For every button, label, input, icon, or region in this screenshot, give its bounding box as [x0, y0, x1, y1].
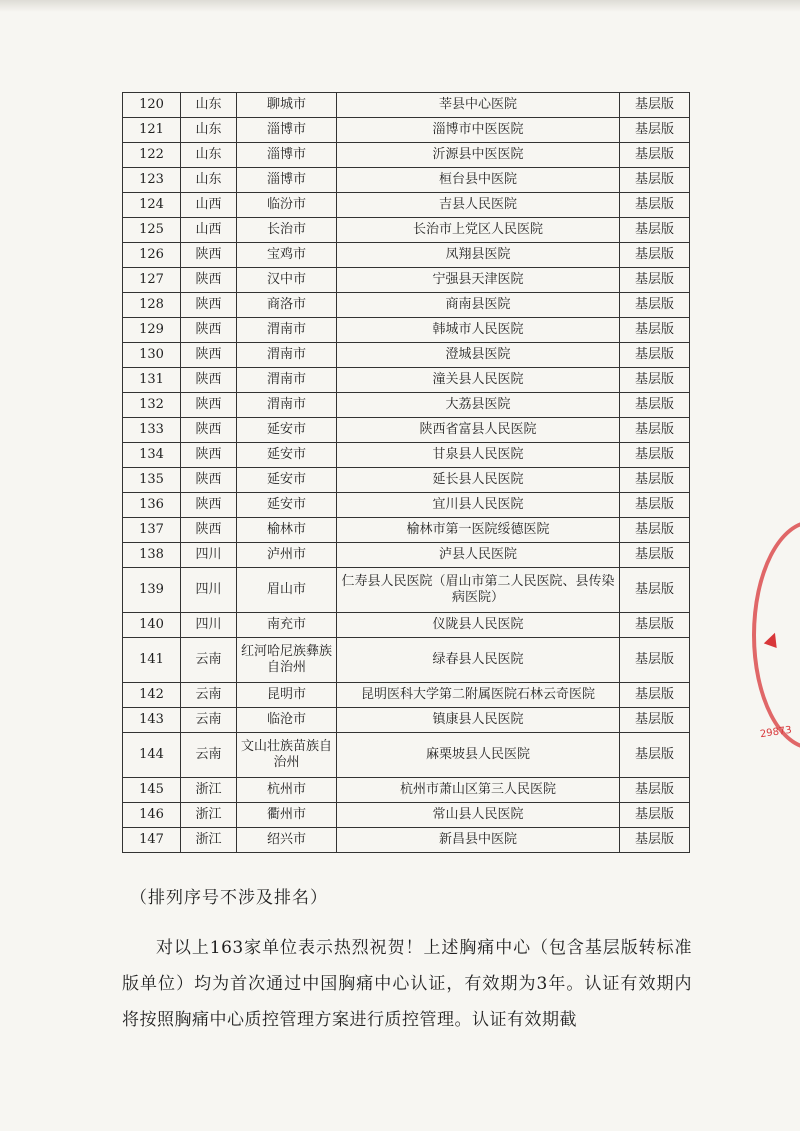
cell-version: 基层版: [620, 118, 690, 143]
cell-version: 基层版: [620, 268, 690, 293]
cell-province: 陕西: [181, 393, 237, 418]
cell-version: 基层版: [620, 683, 690, 708]
cell-version: 基层版: [620, 293, 690, 318]
cell-province: 山东: [181, 143, 237, 168]
cell-province: 陕西: [181, 493, 237, 518]
cell-city: 商洛市: [237, 293, 337, 318]
table-row: [123, 368, 690, 393]
cell-index: 137: [123, 518, 181, 543]
cell-index: 121: [123, 118, 181, 143]
cell-province: 陕西: [181, 343, 237, 368]
cell-province: 陕西: [181, 468, 237, 493]
cell-province: 陕西: [181, 443, 237, 468]
table-row: [123, 778, 690, 803]
cell-hospital: 泸县人民医院: [337, 543, 620, 568]
cell-hospital: 陕西省富县人民医院: [337, 418, 620, 443]
cell-hospital: 吉县人民医院: [337, 193, 620, 218]
cell-index: 124: [123, 193, 181, 218]
table-row: [123, 218, 690, 243]
cell-version: 基层版: [620, 393, 690, 418]
table-row: [123, 293, 690, 318]
cell-province: 浙江: [181, 778, 237, 803]
cell-hospital: 榆林市第一医院绥德医院: [337, 518, 620, 543]
cell-hospital: 韩城市人民医院: [337, 318, 620, 343]
cell-hospital: 镇康县人民医院: [337, 708, 620, 733]
cell-city: 榆林市: [237, 518, 337, 543]
cell-city: 文山壮族苗族自治州: [237, 733, 337, 778]
cell-version: 基层版: [620, 218, 690, 243]
cell-province: 云南: [181, 733, 237, 778]
cell-index: 146: [123, 803, 181, 828]
cell-province: 陕西: [181, 268, 237, 293]
cell-city: 临沧市: [237, 708, 337, 733]
cell-version: 基层版: [620, 708, 690, 733]
table-row: [123, 733, 690, 778]
table-row: [123, 268, 690, 293]
cell-province: 浙江: [181, 828, 237, 853]
cell-hospital: 仪陇县人民医院: [337, 613, 620, 638]
cell-city: 昆明市: [237, 683, 337, 708]
cell-index: 138: [123, 543, 181, 568]
cell-version: 基层版: [620, 193, 690, 218]
cell-province: 陕西: [181, 318, 237, 343]
cell-hospital: 桓台县中医院: [337, 168, 620, 193]
page-top-edge: [0, 0, 800, 12]
cell-index: 136: [123, 493, 181, 518]
cell-index: 122: [123, 143, 181, 168]
cell-city: 汉中市: [237, 268, 337, 293]
table-row: [123, 443, 690, 468]
cell-city: 延安市: [237, 443, 337, 468]
table-row: [123, 708, 690, 733]
cell-hospital: 仁寿县人民医院（眉山市第二人民医院、县传染病医院）: [337, 568, 620, 613]
cell-hospital: 昆明医科大学第二附属医院石林云奇医院: [337, 683, 620, 708]
cell-city: 临汾市: [237, 193, 337, 218]
cell-index: 147: [123, 828, 181, 853]
cell-version: 基层版: [620, 143, 690, 168]
cell-version: 基层版: [620, 318, 690, 343]
cell-index: 139: [123, 568, 181, 613]
cell-version: 基层版: [620, 168, 690, 193]
cell-index: 145: [123, 778, 181, 803]
cell-province: 山西: [181, 218, 237, 243]
cell-province: 山东: [181, 93, 237, 118]
ranking-note: （排列序号不涉及排名）: [130, 888, 328, 908]
cell-province: 云南: [181, 638, 237, 683]
table-body: [123, 93, 690, 853]
cell-city: 渭南市: [237, 368, 337, 393]
cell-index: 125: [123, 218, 181, 243]
table-row: [123, 518, 690, 543]
cell-city: 淄博市: [237, 118, 337, 143]
table-row: [123, 613, 690, 638]
table-row: [123, 418, 690, 443]
cell-version: 基层版: [620, 778, 690, 803]
cell-hospital: 麻栗坡县人民医院: [337, 733, 620, 778]
cell-version: 基层版: [620, 243, 690, 268]
table-row: [123, 168, 690, 193]
cell-hospital: 杭州市萧山区第三人民医院: [337, 778, 620, 803]
cell-index: 135: [123, 468, 181, 493]
cell-hospital: 莘县中心医院: [337, 93, 620, 118]
cell-index: 130: [123, 343, 181, 368]
cell-city: 渭南市: [237, 393, 337, 418]
cell-hospital: 商南县医院: [337, 293, 620, 318]
cell-province: 云南: [181, 708, 237, 733]
table-row: [123, 143, 690, 168]
seal-star-icon: ▲: [762, 626, 784, 651]
cell-index: 144: [123, 733, 181, 778]
cell-hospital: 淄博市中医医院: [337, 118, 620, 143]
cell-version: 基层版: [620, 613, 690, 638]
cell-city: 绍兴市: [237, 828, 337, 853]
cell-version: 基层版: [620, 93, 690, 118]
cell-version: 基层版: [620, 493, 690, 518]
table-row: [123, 243, 690, 268]
cell-hospital: 潼关县人民医院: [337, 368, 620, 393]
cell-province: 陕西: [181, 243, 237, 268]
table-row: [123, 638, 690, 683]
cell-city: 延安市: [237, 468, 337, 493]
cell-version: 基层版: [620, 418, 690, 443]
cell-city: 红河哈尼族彝族自治州: [237, 638, 337, 683]
cell-version: 基层版: [620, 518, 690, 543]
cell-version: 基层版: [620, 568, 690, 613]
cell-hospital: 沂源县中医医院: [337, 143, 620, 168]
table-row: [123, 803, 690, 828]
cell-hospital: 延长县人民医院: [337, 468, 620, 493]
cell-city: 长治市: [237, 218, 337, 243]
cell-city: 淄博市: [237, 143, 337, 168]
cell-city: 渭南市: [237, 343, 337, 368]
table-row: [123, 318, 690, 343]
cell-city: 宝鸡市: [237, 243, 337, 268]
cell-province: 云南: [181, 683, 237, 708]
cell-city: 泸州市: [237, 543, 337, 568]
cell-index: 123: [123, 168, 181, 193]
cell-index: 127: [123, 268, 181, 293]
cell-city: 南充市: [237, 613, 337, 638]
cell-version: 基层版: [620, 638, 690, 683]
cell-hospital: 绿春县人民医院: [337, 638, 620, 683]
cell-hospital: 大荔县医院: [337, 393, 620, 418]
cell-hospital: 长治市上党区人民医院: [337, 218, 620, 243]
cell-province: 山东: [181, 168, 237, 193]
cell-province: 浙江: [181, 803, 237, 828]
cell-city: 延安市: [237, 493, 337, 518]
cell-hospital: 甘泉县人民医院: [337, 443, 620, 468]
cell-city: 眉山市: [237, 568, 337, 613]
cell-index: 141: [123, 638, 181, 683]
body-paragraph: 对以上163家单位表示热烈祝贺！上述胸痛中心（包含基层版转标准版单位）均为首次通过中国胸痛中心认证，有效期为3年。认证有效期内将按照胸痛中心质控管理方案进行质控管理。认证有效期截: [122, 938, 692, 1030]
cell-province: 四川: [181, 568, 237, 613]
table-row: [123, 118, 690, 143]
cell-version: 基层版: [620, 733, 690, 778]
hospital-list-table: [122, 92, 690, 853]
cell-version: 基层版: [620, 828, 690, 853]
cell-province: 山东: [181, 118, 237, 143]
cell-province: 陕西: [181, 518, 237, 543]
cell-city: 淄博市: [237, 168, 337, 193]
cell-index: 134: [123, 443, 181, 468]
table-row: [123, 93, 690, 118]
cell-index: 120: [123, 93, 181, 118]
table-row: [123, 393, 690, 418]
cell-hospital: 宁强县天津医院: [337, 268, 620, 293]
cell-version: 基层版: [620, 803, 690, 828]
cell-index: 133: [123, 418, 181, 443]
cell-hospital: 澄城县医院: [337, 343, 620, 368]
cell-index: 140: [123, 613, 181, 638]
cell-index: 128: [123, 293, 181, 318]
cell-index: 143: [123, 708, 181, 733]
cell-city: 聊城市: [237, 93, 337, 118]
cell-hospital: 新昌县中医院: [337, 828, 620, 853]
cell-index: 142: [123, 683, 181, 708]
cell-city: 衢州市: [237, 803, 337, 828]
cell-version: 基层版: [620, 343, 690, 368]
table-row: [123, 543, 690, 568]
cell-province: 四川: [181, 543, 237, 568]
cell-province: 山西: [181, 193, 237, 218]
table-row: [123, 468, 690, 493]
cell-index: 129: [123, 318, 181, 343]
cell-province: 陕西: [181, 418, 237, 443]
cell-city: 延安市: [237, 418, 337, 443]
cell-hospital: 宜川县人民医院: [337, 493, 620, 518]
cell-hospital: 常山县人民医院: [337, 803, 620, 828]
cell-province: 四川: [181, 613, 237, 638]
table-row: [123, 828, 690, 853]
cell-province: 陕西: [181, 293, 237, 318]
cell-index: 126: [123, 243, 181, 268]
table-row: [123, 193, 690, 218]
cell-hospital: 凤翔县医院: [337, 243, 620, 268]
seal-number: 29873: [759, 724, 793, 741]
cell-index: 131: [123, 368, 181, 393]
cell-province: 陕西: [181, 368, 237, 393]
cell-version: 基层版: [620, 543, 690, 568]
table-row: [123, 683, 690, 708]
cell-city: 杭州市: [237, 778, 337, 803]
cell-index: 132: [123, 393, 181, 418]
cell-version: 基层版: [620, 443, 690, 468]
table-row: [123, 343, 690, 368]
cell-version: 基层版: [620, 368, 690, 393]
cell-city: 渭南市: [237, 318, 337, 343]
table-row: [123, 568, 690, 613]
table-row: [123, 493, 690, 518]
cell-version: 基层版: [620, 468, 690, 493]
